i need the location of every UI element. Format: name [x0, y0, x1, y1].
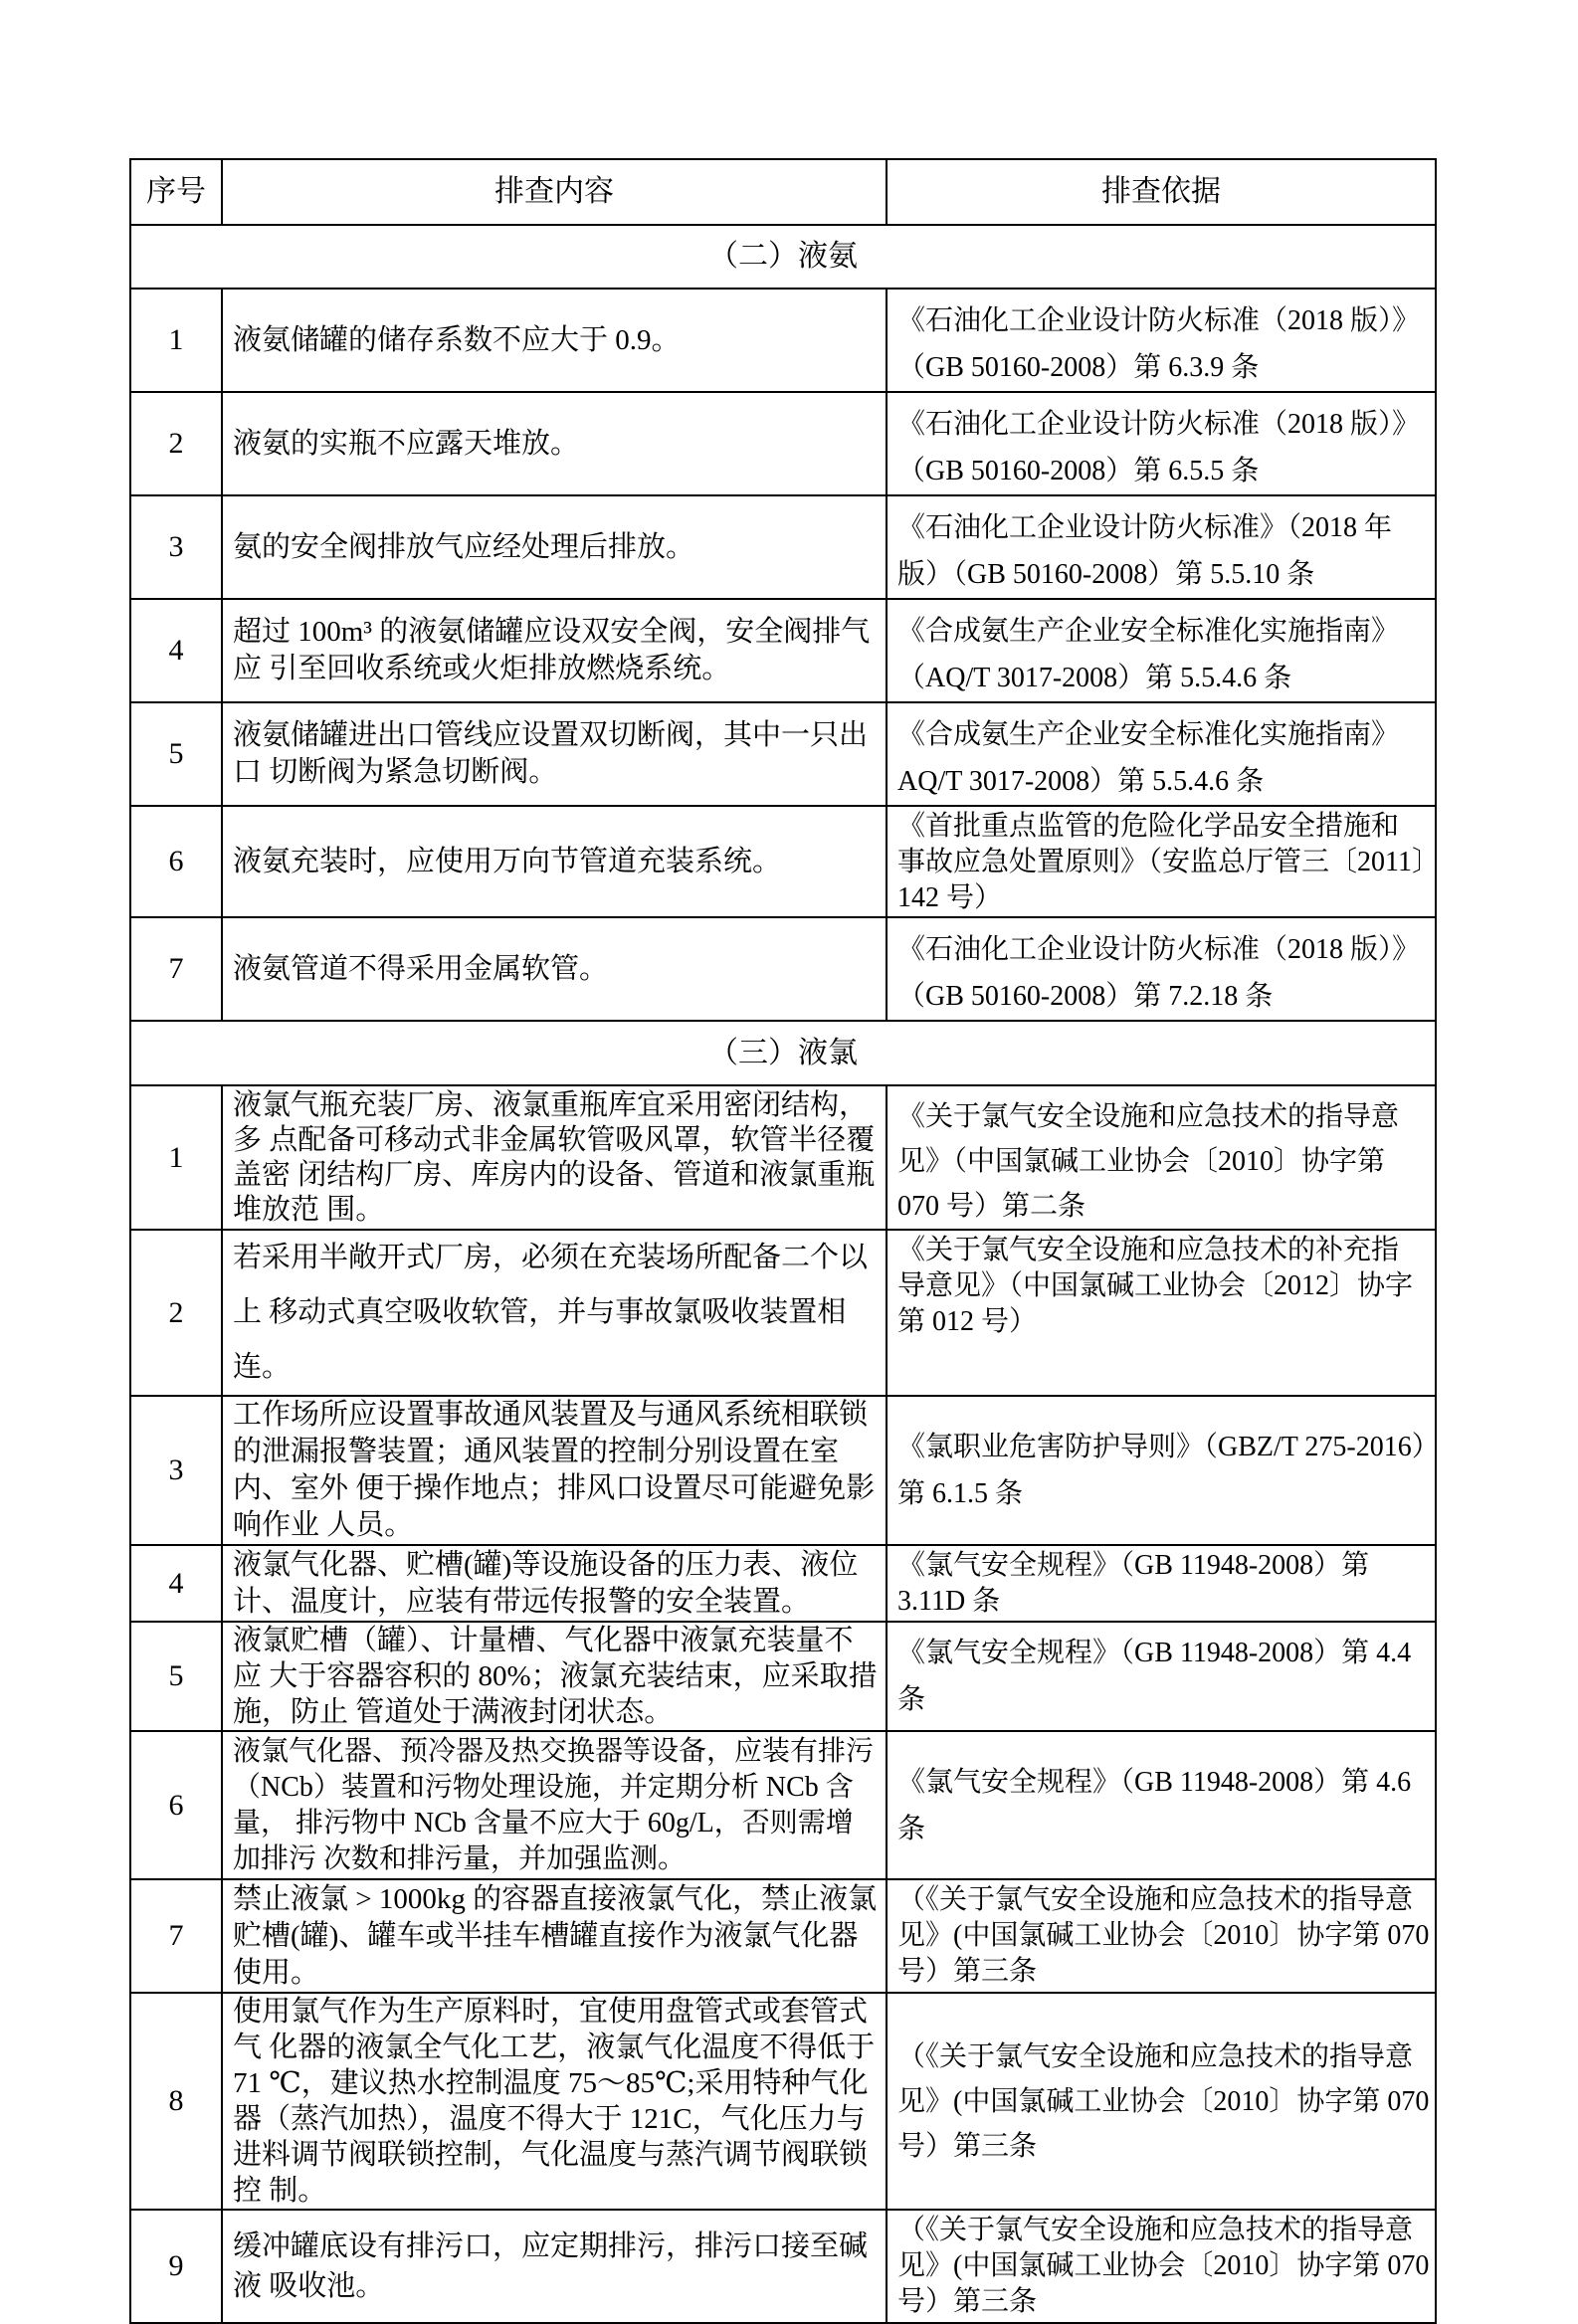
row-num-cell: 2 [168, 1295, 184, 1329]
row-content-cell: 液氨储罐的储存系数不应大于 0.9。 [233, 323, 681, 356]
row-num-cell: 4 [168, 1566, 184, 1600]
row-basis-cell: 《氯职业危害防护导则》（GBZ/T 275-2016）第 6.1.5 条 [897, 1432, 1426, 1509]
table-body [130, 225, 1436, 2323]
table-row [130, 289, 1436, 392]
row-content-cell: 禁止液氯 > 1000kg 的容器直接液氯气化，禁止液氯 贮槽(罐)、罐车或半挂车槽罐直接作为液氯气化器 使用。 [233, 1882, 878, 1989]
table-row [130, 2210, 1436, 2323]
row-content-cell: 液氯气化器、贮槽(罐)等设施设备的压力表、液位 计、温度计，应装有带远传报警的安全装置。 [233, 1548, 859, 1618]
section-row [130, 225, 1436, 289]
row-content-cell: 液氨管道不得采用金属软管。 [233, 952, 609, 985]
row-num-cell: 3 [168, 1453, 184, 1486]
table-row [130, 495, 1436, 599]
row-content-cell: 超过 100m³ 的液氨储罐应设双安全阀，安全阀排气应 引至回收系统或火炬排放燃烧系统。 [233, 616, 871, 684]
row-basis-cell: 《关于氯气安全设施和应急技术的指导意 见》（中国氯碱工业协会〔2010〕协字第 070 号）第二条 [897, 1101, 1400, 1222]
table-row [130, 702, 1436, 806]
row-num-cell: 6 [168, 1788, 184, 1822]
row-num-cell: 2 [168, 427, 184, 460]
table-row [130, 1731, 1436, 1879]
row-content-cell: 液氨充装时，应使用万向节管道充装系统。 [233, 845, 782, 877]
header-cell-num: 序号 [146, 175, 206, 208]
section-title: （三）液氯 [708, 1036, 858, 1069]
row-content-cell: 使用氯气作为生产原料时，宜使用盘管式或套管式气 化器的液氯全气化工艺，液氯气化温度不得低于 71 ℃，建议热水控制温度 75～85℃;采用特种气化 器（蒸汽加热），温度不得大于 121C，气化压力与 进料调节阀联锁控制，气化温度与蒸汽调节阀联锁控 制。 [233, 1996, 876, 2207]
row-num-cell: 1 [168, 1140, 184, 1174]
section-row [130, 1021, 1436, 1085]
table-container [129, 158, 1437, 2324]
table-row [130, 1396, 1436, 1545]
table-row [130, 806, 1436, 917]
row-basis-cell: （《关于氯气安全设施和应急技术的指导意 见》(中国氯碱工业协会〔2010〕协字第 070 号）第三条 [897, 1884, 1430, 1987]
row-content-cell: 液氯贮槽（罐）、计量槽、气化器中液氯充装量不应 大于容器容积的 80%；液氯充装结束，应采取措施，防止 管道处于满液封闭状态。 [233, 1625, 878, 1728]
row-basis-cell: 《石油化工企业设计防火标准（2018 版）》（GB 50160-2008）第 7.2.18 条 [897, 934, 1421, 1012]
row-num-cell: 9 [168, 2249, 184, 2282]
row-content-cell: 液氯气化器、预冷器及热交换器等设备，应装有排污 （NCb）装置和污物处理设施，并定期分析 NCb 含量， 排污物中 NCb 含量不应大于 60g/L，否则需增加排污 次数和排污量，并加强监测。 [233, 1735, 875, 1874]
row-basis-cell: 《石油化工企业设计防火标准》（2018 年版）（GB 50160-2008）第 5.5.10 条 [897, 512, 1393, 590]
row-num-cell: 5 [168, 737, 184, 770]
row-basis-cell: 《关于氯气安全设施和应急技术的补充指 导意见》（中国氯碱工业协会〔2012〕协字 第 012 号） [897, 1235, 1414, 1337]
row-basis-cell: 《氯气安全规程》（GB 11948-2008）第 3.11D 条 [897, 1550, 1370, 1617]
row-basis-cell: （《关于氯气安全设施和应急技术的指导意 见》(中国氯碱工业协会〔2010〕协字第 070 号）第三条 [897, 2040, 1430, 2162]
section-title: （二）液氨 [708, 240, 858, 273]
table-row [130, 917, 1436, 1021]
header-row [130, 159, 1436, 225]
row-basis-cell: 《氯气安全规程》（GB 11948-2008）第 4.4 条 [897, 1638, 1412, 1715]
row-basis-cell: 《石油化工企业设计防火标准（2018 版）》（GB 50160-2008）第 6.5.5 条 [897, 409, 1421, 486]
row-content-cell: 液氨的实瓶不应露天堆放。 [233, 427, 580, 460]
row-basis-cell: 《石油化工企业设计防火标准（2018 版）》（GB 50160-2008）第 6.3.9 条 [897, 305, 1421, 383]
row-content-cell: 液氯气瓶充装厂房、液氯重瓶库宜采用密闭结构，多 点配备可移动式非金属软管吸风罩，软管半径覆盖密 闭结构厂房、库房内的设备、管道和液氯重瓶堆放范 围。 [233, 1088, 876, 1226]
row-content-cell: 液氨储罐进出口管线应设置双切断阀，其中一只出口 切断阀为紧急切断阀。 [233, 719, 869, 788]
row-num-cell: 7 [168, 952, 184, 985]
table-row [130, 1993, 1436, 2210]
table-row [130, 1622, 1436, 1731]
row-basis-cell: 《首批重点监管的危险化学品安全措施和 事故应急处置原则》（安监总厅管三〔2011〕142 号） [897, 811, 1426, 913]
row-num-cell: 5 [168, 1659, 184, 1692]
row-num-cell: 6 [168, 845, 184, 877]
table-row [130, 1230, 1436, 1396]
row-num-cell: 8 [168, 2084, 184, 2117]
row-content-cell: 缓冲罐底设有排污口，应定期排污，排污口接至碱液 吸收池。 [233, 2230, 869, 2302]
row-num-cell: 7 [168, 1919, 184, 1952]
row-basis-cell: 《合成氨生产企业安全标准化实施指南》（AQ/T 3017-2008）第 5.5.4.6 条 [897, 616, 1400, 693]
table-row [130, 1879, 1436, 1993]
table-row [130, 392, 1436, 495]
table-row [130, 1545, 1436, 1622]
row-content-cell: 若采用半敞开式厂房，必须在充装场所配备二个以上 移动式真空吸收软管，并与事故氯吸收装置相连。 [233, 1242, 869, 1383]
inspection-table [129, 158, 1437, 2324]
table-row [130, 599, 1436, 702]
header-cell-basis: 排查依据 [1101, 175, 1221, 208]
row-num-cell: 4 [168, 634, 184, 667]
row-content-cell: 工作场所应设置事故通风装置及与通风系统相联锁 的泄漏报警装置；通风装置的控制分别设置在室内、室外 便于操作地点；排风口设置尽可能避免影响作业 人员。 [233, 1399, 876, 1541]
table-row [130, 1085, 1436, 1230]
row-basis-cell: （《关于氯气安全设施和应急技术的指导意 见》(中国氯碱工业协会〔2010〕协字第 070 号）第三条 [897, 2215, 1430, 2317]
row-num-cell: 3 [168, 530, 184, 563]
row-num-cell: 1 [168, 323, 184, 356]
row-basis-cell: 《氯气安全规程》（GB 11948-2008）第 4.6 条 [897, 1766, 1412, 1844]
row-content-cell: 氨的安全阀排放气应经处理后排放。 [233, 530, 695, 563]
header-cell-content: 排查内容 [494, 175, 614, 208]
row-basis-cell: 《合成氨生产企业安全标准化实施指南》AQ/T 3017-2008）第 5.5.4.6 条 [897, 719, 1400, 797]
